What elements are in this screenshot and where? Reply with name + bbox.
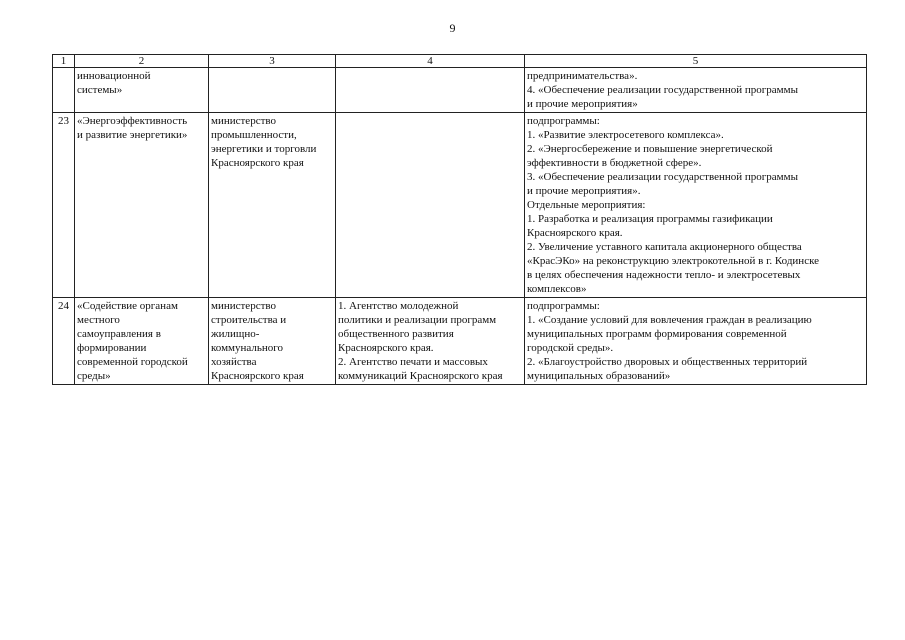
co-executors: 1. Агентство молодежной политики и реализации программ общественного развития Красноярского края. 2. Агентство печати и массовых коммуникаций Красноярского края [336,298,525,385]
column-header-4: 4 [336,55,525,68]
co-executors [336,68,525,113]
program-name: инновационной системы» [75,68,209,113]
program-name: «Содействие органам местного самоуправления в формировании современной городской среды» [75,298,209,385]
table-row [53,298,867,385]
subprograms: подпрограммы: 1. «Создание условий для вовлечения граждан в реализацию муниципальных программ формирования современной городской среды». 2. «Благоустройство дворовых и общественных территорий муниципальных образований» [525,298,867,385]
column-header-5: 5 [525,55,867,68]
program-name: «Энергоэффективность и развитие энергетики» [75,113,209,298]
row-number: 24 [53,298,75,385]
subprograms: предпринимательства». 4. «Обеспечение реализации государственной программы и прочие мероприятия» [525,68,867,113]
table-row [53,113,867,298]
responsible-executor: министерство строительства и жилищно- коммунального хозяйства Красноярского края [209,298,336,385]
column-header-2: 2 [75,55,209,68]
row-number: 23 [53,113,75,298]
programs-table [52,54,867,385]
responsible-executor [209,68,336,113]
column-header-1: 1 [53,55,75,68]
row-number [53,68,75,113]
table-header-row [53,55,867,68]
co-executors [336,113,525,298]
column-header-3: 3 [209,55,336,68]
table-row [53,68,867,113]
responsible-executor: министерство промышленности, энергетики и торговли Красноярского края [209,113,336,298]
subprograms: подпрограммы: 1. «Развитие электросетевого комплекса». 2. «Энергосбережение и повышение энергетической эффективности в бюджетной сфере». 3. «Обеспечение реализации государственной программы и прочие мероприятия». Отдельные мероприятия: 1. Разработка и реализация программы газификации Красноярского края. 2. Увеличение уставного капитала акционерного общества «КрасЭКо» на реконструкцию электрокотельной в г. Кодинске в целях обеспечения надежности тепло- и электросетевых комплексов» [525,113,867,298]
page-number: 9 [449,21,456,35]
